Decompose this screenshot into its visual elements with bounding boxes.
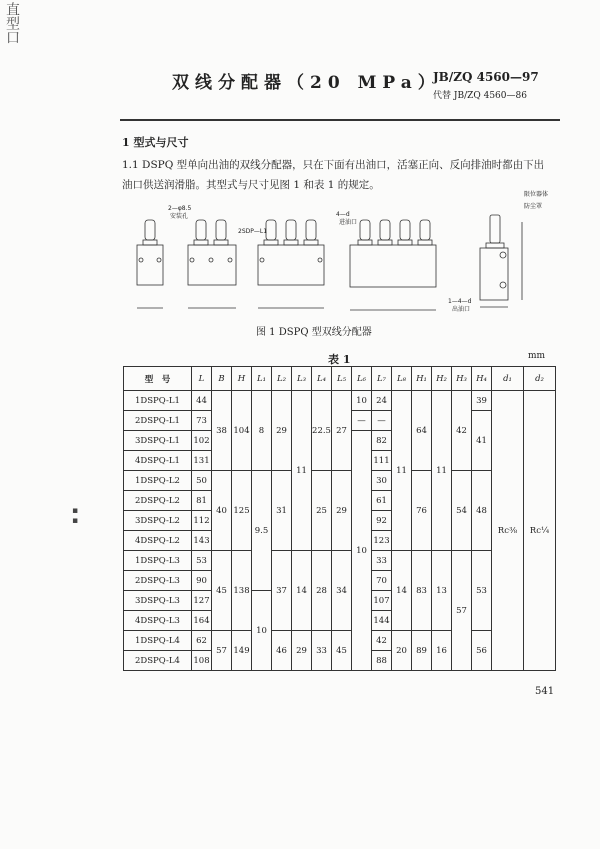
value-cell: 104 bbox=[232, 391, 252, 471]
figure-caption: 图 1 DSPQ 型双线分配器 bbox=[256, 327, 372, 338]
margin-dots: ▪ ▪ bbox=[72, 506, 79, 526]
value-cell: 48 bbox=[472, 471, 492, 551]
column-header: L bbox=[192, 367, 212, 391]
value-cell: 127 bbox=[192, 591, 212, 611]
column-header: L₆ bbox=[352, 367, 372, 391]
page-title: 双线分配器（20 MPa） bbox=[172, 73, 441, 93]
dust-cover-label: 防尘罩 bbox=[524, 203, 543, 210]
value-cell: 31 bbox=[272, 471, 292, 551]
header-divider bbox=[120, 119, 560, 121]
value-cell: 11 bbox=[432, 391, 452, 551]
mount-hole-label: 2—φ8.5 bbox=[168, 205, 192, 212]
value-cell: 8 bbox=[252, 391, 272, 471]
value-cell: 125 bbox=[232, 471, 252, 551]
column-header: L₅ bbox=[332, 367, 352, 391]
value-cell: 123 bbox=[372, 531, 392, 551]
value-cell: 56 bbox=[472, 631, 492, 671]
column-header: L₇ bbox=[372, 367, 392, 391]
value-cell: 29 bbox=[272, 391, 292, 471]
value-cell: 53 bbox=[192, 551, 212, 571]
value-cell: 76 bbox=[412, 471, 432, 551]
distributor-2-outlet bbox=[188, 220, 236, 308]
value-cell: 28 bbox=[312, 551, 332, 631]
value-cell: 44 bbox=[192, 391, 212, 411]
model-cell: 1DSPQ-L1 bbox=[124, 391, 192, 411]
figure-drawing bbox=[110, 185, 549, 320]
table-row bbox=[124, 631, 556, 651]
value-cell: 143 bbox=[192, 531, 212, 551]
value-cell: 14 bbox=[392, 551, 412, 631]
value-cell: 20 bbox=[392, 631, 412, 671]
value-cell: 37 bbox=[272, 551, 292, 631]
model-cell: 3DSPQ-L2 bbox=[124, 511, 192, 531]
page-number: 541 bbox=[535, 686, 555, 697]
value-cell: 64 bbox=[412, 391, 432, 471]
model-cell: 2DSPQ-L1 bbox=[124, 411, 192, 431]
model-cell: 1DSPQ-L4 bbox=[124, 631, 192, 651]
model-cell: 4DSPQ-L1 bbox=[124, 451, 192, 471]
value-cell: 81 bbox=[192, 491, 212, 511]
column-header: H bbox=[232, 367, 252, 391]
value-cell: 45 bbox=[332, 631, 352, 671]
value-cell: 29 bbox=[292, 631, 312, 671]
distributor-1-outlet bbox=[137, 220, 163, 308]
value-cell: 38 bbox=[212, 391, 232, 471]
limiter-label: 限位器体 bbox=[524, 191, 549, 198]
dimension-table bbox=[123, 366, 556, 671]
value-cell: 70 bbox=[372, 571, 392, 591]
value-cell: 54 bbox=[452, 471, 472, 551]
model-cell: 4DSPQ-L3 bbox=[124, 611, 192, 631]
inlet-label: 4—d bbox=[336, 211, 350, 218]
value-cell: 40 bbox=[212, 471, 232, 551]
value-cell: 164 bbox=[192, 611, 212, 631]
column-header: B bbox=[212, 367, 232, 391]
value-cell: 34 bbox=[332, 551, 352, 631]
value-cell: 14 bbox=[292, 551, 312, 631]
value-cell: 45 bbox=[212, 551, 232, 631]
value-cell: — bbox=[372, 411, 392, 431]
value-cell: 50 bbox=[192, 471, 212, 491]
value-cell: 73 bbox=[192, 411, 212, 431]
value-cell: 92 bbox=[372, 511, 392, 531]
value-cell: 62 bbox=[192, 631, 212, 651]
value-cell: 102 bbox=[192, 431, 212, 451]
column-header: L₈ bbox=[392, 367, 412, 391]
value-cell: 10 bbox=[352, 431, 372, 671]
part-label: 2SDP—L1 bbox=[238, 228, 268, 235]
value-cell: 22.5 bbox=[312, 391, 332, 471]
model-cell: 3DSPQ-L1 bbox=[124, 431, 192, 451]
column-header: d₁ bbox=[492, 367, 524, 391]
value-cell: — bbox=[352, 411, 372, 431]
value-cell: 149 bbox=[232, 631, 252, 671]
value-cell: 33 bbox=[312, 631, 332, 671]
value-cell: 27 bbox=[332, 391, 352, 471]
section-paragraph: 1.1 DSPQ 型单向出油的双线分配器，只在下面有出油口，活塞正向、反向排油时都由下出油口供送润滑脂。其型式与尺寸见图 1 和表 1 的规定。 bbox=[122, 159, 545, 191]
standard-number: JB/ZQ 4560—97 bbox=[433, 70, 539, 84]
value-cell: 88 bbox=[372, 651, 392, 671]
value-cell: 107 bbox=[372, 591, 392, 611]
value-cell: 10 bbox=[252, 591, 272, 671]
value-cell: 42 bbox=[452, 391, 472, 471]
table-row bbox=[124, 391, 556, 411]
mount-hole-name: 安装孔 bbox=[170, 213, 189, 220]
column-header: L₄ bbox=[312, 367, 332, 391]
value-cell: 46 bbox=[272, 631, 292, 671]
outlet-label: 1—4—d bbox=[448, 298, 472, 305]
value-cell: 41 bbox=[472, 411, 492, 471]
column-header: L₃ bbox=[292, 367, 312, 391]
value-cell: 111 bbox=[372, 451, 392, 471]
table-caption: 表 1 bbox=[328, 353, 351, 366]
column-header: H₃ bbox=[452, 367, 472, 391]
value-cell: Rc¼ bbox=[524, 391, 556, 671]
model-cell: 2DSPQ-L3 bbox=[124, 571, 192, 591]
value-cell: 131 bbox=[192, 451, 212, 471]
column-header: H₂ bbox=[432, 367, 452, 391]
side-view bbox=[480, 215, 522, 307]
value-cell: 90 bbox=[192, 571, 212, 591]
value-cell: 33 bbox=[372, 551, 392, 571]
table-row bbox=[124, 471, 556, 491]
column-header: H₁ bbox=[412, 367, 432, 391]
margin-mark: 直型口 bbox=[4, 2, 20, 44]
value-cell: 11 bbox=[392, 391, 412, 551]
value-cell: 24 bbox=[372, 391, 392, 411]
value-cell: 57 bbox=[212, 631, 232, 671]
value-cell: 42 bbox=[372, 631, 392, 651]
value-cell: 144 bbox=[372, 611, 392, 631]
model-cell: 1DSPQ-L3 bbox=[124, 551, 192, 571]
column-header: 型 号 bbox=[124, 367, 192, 391]
value-cell: 83 bbox=[412, 551, 432, 631]
value-cell: 10 bbox=[352, 391, 372, 411]
column-header: L₂ bbox=[272, 367, 292, 391]
distributor-3-outlet bbox=[258, 220, 324, 308]
distributor-4-outlet bbox=[350, 220, 436, 310]
value-cell: 53 bbox=[472, 551, 492, 631]
value-cell: 16 bbox=[432, 631, 452, 671]
value-cell: 30 bbox=[372, 471, 392, 491]
value-cell: 89 bbox=[412, 631, 432, 671]
model-cell: 4DSPQ-L2 bbox=[124, 531, 192, 551]
model-cell: 2DSPQ-L2 bbox=[124, 491, 192, 511]
table-row bbox=[124, 551, 556, 571]
model-cell: 2DSPQ-L4 bbox=[124, 651, 192, 671]
column-header: d₂ bbox=[524, 367, 556, 391]
value-cell: 57 bbox=[452, 551, 472, 671]
value-cell: 82 bbox=[372, 431, 392, 451]
value-cell: 25 bbox=[312, 471, 332, 551]
value-cell: 29 bbox=[332, 471, 352, 551]
outlet-name: 出油口 bbox=[452, 306, 471, 313]
column-header: L₁ bbox=[252, 367, 272, 391]
value-cell: 11 bbox=[292, 391, 312, 551]
value-cell: 39 bbox=[472, 391, 492, 411]
value-cell: 138 bbox=[232, 551, 252, 631]
inlet-name: 进油口 bbox=[339, 219, 358, 226]
table-unit: mm bbox=[528, 351, 546, 361]
value-cell: 61 bbox=[372, 491, 392, 511]
section-heading: 1 型式与尺寸 bbox=[122, 136, 189, 149]
value-cell: 108 bbox=[192, 651, 212, 671]
model-cell: 3DSPQ-L3 bbox=[124, 591, 192, 611]
model-cell: 1DSPQ-L2 bbox=[124, 471, 192, 491]
value-cell: 13 bbox=[432, 551, 452, 631]
table-header-row bbox=[124, 367, 556, 391]
value-cell: 9.5 bbox=[252, 471, 272, 591]
replaces-standard: 代替 JB/ZQ 4560—86 bbox=[433, 91, 527, 101]
value-cell: 112 bbox=[192, 511, 212, 531]
column-header: H₄ bbox=[472, 367, 492, 391]
value-cell: Rc⅜ bbox=[492, 391, 524, 671]
